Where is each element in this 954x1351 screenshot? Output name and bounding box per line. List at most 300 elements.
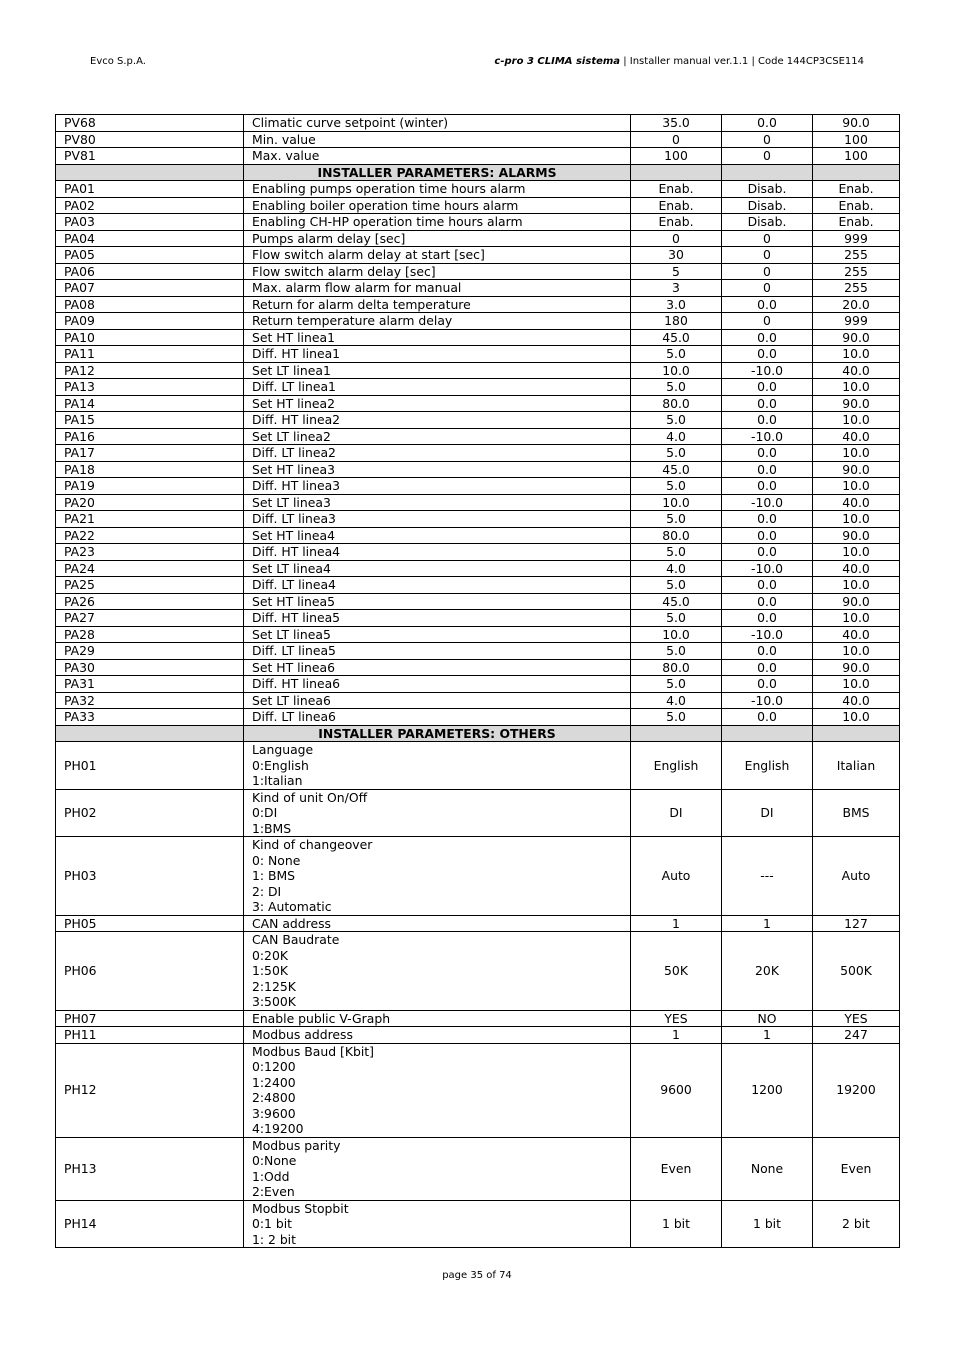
parameter-row (56, 494, 900, 511)
parameter-code: PA13 (56, 379, 244, 396)
parameter-code: PH03 (56, 837, 244, 916)
parameter-row (56, 1010, 900, 1027)
parameter-max-value: Enab. (813, 181, 900, 198)
parameter-code: PA09 (56, 313, 244, 330)
description-line: Set HT linea2 (252, 395, 335, 411)
parameter-default-value: 5.0 (631, 544, 722, 561)
section-header-row (56, 725, 900, 742)
parameter-description (244, 181, 631, 198)
parameter-description (244, 1043, 631, 1137)
parameter-max-value: 40.0 (813, 626, 900, 643)
parameter-row (56, 577, 900, 594)
description-line: 0:English (252, 757, 309, 773)
parameter-description (244, 412, 631, 429)
parameter-code: PA28 (56, 626, 244, 643)
parameter-default-value: 100 (631, 148, 722, 165)
parameter-default-value: 4.0 (631, 428, 722, 445)
parameter-default-value: 5.0 (631, 478, 722, 495)
description-line: Modbus parity (252, 1137, 341, 1153)
parameter-code: PA20 (56, 494, 244, 511)
parameter-code: PA19 (56, 478, 244, 495)
parameter-min-value: NO (722, 1010, 813, 1027)
parameter-min-value: 0.0 (722, 445, 813, 462)
description-line: Pumps alarm delay [sec] (252, 230, 406, 246)
parameter-description (244, 626, 631, 643)
parameter-max-value: 40.0 (813, 692, 900, 709)
parameter-default-value: 5.0 (631, 445, 722, 462)
parameter-description (244, 329, 631, 346)
parameter-min-value: 0.0 (722, 544, 813, 561)
section-empty-cell (813, 725, 900, 742)
parameter-code: PA25 (56, 577, 244, 594)
parameter-min-value: 0.0 (722, 478, 813, 495)
parameter-row (56, 428, 900, 445)
parameter-code: PH07 (56, 1010, 244, 1027)
parameter-description (244, 610, 631, 627)
description-line: Enabling pumps operation time hours alarm (252, 181, 526, 196)
parameter-default-value: 9600 (631, 1043, 722, 1137)
section-code-cell (56, 725, 244, 742)
parameter-default-value: 1 (631, 1027, 722, 1044)
parameter-row (56, 932, 900, 1011)
parameter-max-value: Even (813, 1137, 900, 1200)
parameter-code: PA01 (56, 181, 244, 198)
section-code-cell (56, 164, 244, 181)
parameter-max-value: 255 (813, 263, 900, 280)
parameter-max-value: 255 (813, 280, 900, 297)
parameter-row (56, 626, 900, 643)
section-empty-cell (631, 164, 722, 181)
parameter-min-value: -10.0 (722, 692, 813, 709)
header-document-info (494, 56, 864, 67)
parameter-row (56, 610, 900, 627)
parameter-row (56, 280, 900, 297)
parameter-min-value: Disab. (722, 214, 813, 231)
description-line: Diff. HT linea2 (252, 412, 341, 427)
parameter-code: PH12 (56, 1043, 244, 1137)
parameter-code: PH02 (56, 789, 244, 837)
parameter-row (56, 789, 900, 837)
description-line: Diff. HT linea6 (252, 676, 341, 691)
parameter-default-value: 0 (631, 131, 722, 148)
parameter-min-value: 0 (722, 230, 813, 247)
parameter-default-value: 80.0 (631, 659, 722, 676)
parameter-default-value: 10.0 (631, 626, 722, 643)
parameter-default-value: 30 (631, 247, 722, 264)
description-line: Return temperature alarm delay (252, 313, 453, 328)
parameter-description (244, 527, 631, 544)
section-title: INSTALLER PARAMETERS: OTHERS (244, 725, 631, 742)
description-line: 2: DI (252, 883, 282, 899)
parameter-max-value: Italian (813, 742, 900, 790)
description-line: 3:500K (252, 994, 296, 1009)
parameter-max-value: 20.0 (813, 296, 900, 313)
parameter-code: PA29 (56, 643, 244, 660)
parameter-code: PA17 (56, 445, 244, 462)
parameter-row (56, 197, 900, 214)
parameter-code: PA06 (56, 263, 244, 280)
parameter-max-value: Enab. (813, 214, 900, 231)
parameter-description (244, 577, 631, 594)
parameter-default-value: 5.0 (631, 709, 722, 726)
description-line: Kind of changeover (252, 837, 373, 852)
parameter-description (244, 478, 631, 495)
parameter-row (56, 544, 900, 561)
parameter-min-value: 0.0 (722, 346, 813, 363)
parameter-max-value: 10.0 (813, 379, 900, 396)
description-line: 0:1200 (252, 1059, 296, 1074)
parameter-row (56, 593, 900, 610)
parameter-row (56, 527, 900, 544)
parameter-min-value: -10.0 (722, 560, 813, 577)
parameter-max-value: 90.0 (813, 115, 900, 132)
description-line: Language (252, 742, 314, 757)
parameter-row (56, 1200, 900, 1248)
parameter-description (244, 1137, 631, 1200)
parameter-max-value: 90.0 (813, 395, 900, 412)
parameter-code: PA14 (56, 395, 244, 412)
parameter-min-value: -10.0 (722, 626, 813, 643)
parameter-code: PA26 (56, 593, 244, 610)
parameter-min-value: DI (722, 789, 813, 837)
description-line: 2:4800 (252, 1090, 296, 1105)
parameter-row (56, 247, 900, 264)
parameter-code: PA02 (56, 197, 244, 214)
parameter-max-value: 500K (813, 932, 900, 1011)
parameter-description (244, 379, 631, 396)
parameter-max-value: 40.0 (813, 428, 900, 445)
parameter-max-value: 10.0 (813, 544, 900, 561)
description-line: Set LT linea6 (252, 692, 331, 708)
parameter-max-value: 10.0 (813, 445, 900, 462)
description-line: Diff. LT linea6 (252, 709, 336, 724)
parameter-min-value: 0 (722, 247, 813, 264)
parameter-min-value: 0.0 (722, 577, 813, 594)
parameter-code: PA04 (56, 230, 244, 247)
section-empty-cell (722, 725, 813, 742)
description-line: Diff. LT linea3 (252, 511, 336, 526)
parameter-max-value: 255 (813, 247, 900, 264)
parameter-max-value: 10.0 (813, 709, 900, 726)
parameter-row (56, 115, 900, 132)
parameter-code: PA24 (56, 560, 244, 577)
description-line: Diff. LT linea5 (252, 643, 336, 658)
parameter-max-value: YES (813, 1010, 900, 1027)
parameter-row (56, 379, 900, 396)
parameter-min-value: 0 (722, 131, 813, 148)
parameter-row (56, 214, 900, 231)
parameter-row (56, 709, 900, 726)
parameter-description (244, 915, 631, 932)
parameter-min-value: None (722, 1137, 813, 1200)
parameter-max-value: 90.0 (813, 593, 900, 610)
parameter-code: PA07 (56, 280, 244, 297)
parameter-description (244, 346, 631, 363)
parameter-description (244, 1027, 631, 1044)
parameter-min-value: 0.0 (722, 296, 813, 313)
parameter-row (56, 1043, 900, 1137)
section-empty-cell (813, 164, 900, 181)
description-line: 1: 2 bit (252, 1231, 296, 1247)
parameter-row (56, 263, 900, 280)
parameter-code: PA08 (56, 296, 244, 313)
parameter-description (244, 197, 631, 214)
parameter-max-value: 10.0 (813, 412, 900, 429)
parameter-description (244, 247, 631, 264)
description-line: Set LT linea3 (252, 494, 331, 510)
parameter-min-value: 0.0 (722, 329, 813, 346)
parameter-description (244, 837, 631, 916)
description-line: 1:BMS (252, 820, 292, 836)
description-line: Flow switch alarm delay at start [sec] (252, 247, 485, 262)
parameter-min-value: 1 bit (722, 1200, 813, 1248)
parameter-max-value: 40.0 (813, 494, 900, 511)
parameter-default-value: 0 (631, 230, 722, 247)
parameter-code: PH05 (56, 915, 244, 932)
parameter-default-value: 5 (631, 263, 722, 280)
parameter-max-value: 90.0 (813, 329, 900, 346)
parameter-code: PA27 (56, 610, 244, 627)
parameter-description (244, 1200, 631, 1248)
parameter-max-value: 19200 (813, 1043, 900, 1137)
description-line: 2:Even (252, 1184, 295, 1199)
parameter-code: PA23 (56, 544, 244, 561)
parameter-code: PV68 (56, 115, 244, 132)
parameter-code: PA05 (56, 247, 244, 264)
description-line: 1:Odd (252, 1168, 290, 1184)
parameter-code: PA33 (56, 709, 244, 726)
parameter-description (244, 263, 631, 280)
parameter-default-value: 4.0 (631, 692, 722, 709)
parameter-max-value: 90.0 (813, 527, 900, 544)
parameter-min-value: -10.0 (722, 362, 813, 379)
parameter-description (244, 789, 631, 837)
parameter-default-value: Auto (631, 837, 722, 916)
parameter-description (244, 445, 631, 462)
parameter-min-value: 20K (722, 932, 813, 1011)
description-line: 2:125K (252, 978, 296, 994)
parameter-max-value: 10.0 (813, 346, 900, 363)
parameter-default-value: 3.0 (631, 296, 722, 313)
parameter-max-value: 10.0 (813, 610, 900, 627)
parameter-default-value: 4.0 (631, 560, 722, 577)
parameter-row (56, 131, 900, 148)
parameter-row (56, 148, 900, 165)
parameter-max-value: 90.0 (813, 461, 900, 478)
header-manual-info: | Installer manual ver.1.1 | Code 144CP3CSE114 (620, 56, 864, 67)
section-title: INSTALLER PARAMETERS: ALARMS (244, 164, 631, 181)
parameter-min-value: Disab. (722, 181, 813, 198)
parameter-description (244, 676, 631, 693)
description-line: 3:9600 (252, 1105, 296, 1121)
parameter-default-value: 5.0 (631, 412, 722, 429)
parameter-max-value: 10.0 (813, 643, 900, 660)
parameter-default-value: 80.0 (631, 395, 722, 412)
parameter-max-value: 100 (813, 148, 900, 165)
parameter-default-value: 45.0 (631, 461, 722, 478)
parameter-code: PA10 (56, 329, 244, 346)
description-line: Set LT linea4 (252, 560, 331, 576)
parameter-description (244, 643, 631, 660)
parameter-max-value: 10.0 (813, 478, 900, 495)
description-line: 1: BMS (252, 868, 296, 883)
description-line: Set HT linea1 (252, 329, 335, 345)
description-line: Set HT linea5 (252, 593, 335, 609)
parameter-row (56, 1027, 900, 1044)
parameter-min-value: 0.0 (722, 659, 813, 676)
parameter-default-value: 1 (631, 915, 722, 932)
parameter-min-value: 1 (722, 1027, 813, 1044)
parameter-default-value: 35.0 (631, 115, 722, 132)
parameter-min-value: 0 (722, 148, 813, 165)
parameter-default-value: YES (631, 1010, 722, 1027)
description-line: Modbus address (252, 1027, 353, 1042)
parameter-default-value: 3 (631, 280, 722, 297)
parameter-row (56, 643, 900, 660)
parameter-default-value: Enab. (631, 214, 722, 231)
parameter-description (244, 313, 631, 330)
parameter-default-value: Enab. (631, 197, 722, 214)
parameter-row (56, 560, 900, 577)
parameter-default-value: 5.0 (631, 379, 722, 396)
description-line: 0: None (252, 852, 301, 868)
parameter-min-value: 0 (722, 263, 813, 280)
parameter-description (244, 932, 631, 1011)
parameter-row (56, 676, 900, 693)
description-line: Diff. HT linea3 (252, 478, 341, 493)
parameter-description (244, 461, 631, 478)
parameter-min-value: 0.0 (722, 461, 813, 478)
parameter-description (244, 395, 631, 412)
parameter-row (56, 461, 900, 478)
description-line: Enabling boiler operation time hours alarm (252, 197, 519, 213)
parameters-table-body (56, 115, 900, 1248)
parameter-max-value: 40.0 (813, 362, 900, 379)
parameter-min-value: English (722, 742, 813, 790)
description-line: Diff. HT linea5 (252, 610, 341, 625)
parameter-code: PA11 (56, 346, 244, 363)
description-line: Diff. LT linea4 (252, 577, 336, 592)
parameter-min-value: 0.0 (722, 676, 813, 693)
section-empty-cell (631, 725, 722, 742)
parameter-description (244, 1010, 631, 1027)
description-line: Modbus Baud [Kbit] (252, 1043, 374, 1059)
parameter-code: PA32 (56, 692, 244, 709)
parameter-min-value: 1 (722, 915, 813, 932)
parameter-default-value: 5.0 (631, 511, 722, 528)
description-line: Min. value (252, 131, 316, 147)
parameter-max-value: 999 (813, 313, 900, 330)
parameter-min-value: --- (722, 837, 813, 916)
parameter-code: PV81 (56, 148, 244, 165)
parameter-default-value: 50K (631, 932, 722, 1011)
parameter-default-value: 45.0 (631, 329, 722, 346)
parameter-row (56, 230, 900, 247)
parameter-description (244, 709, 631, 726)
parameter-row (56, 478, 900, 495)
description-line: Return for alarm delta temperature (252, 296, 471, 312)
description-line: Set LT linea2 (252, 428, 331, 444)
parameter-row (56, 296, 900, 313)
description-line: 0:20K (252, 947, 288, 963)
parameter-row (56, 445, 900, 462)
parameter-row (56, 837, 900, 916)
parameter-description (244, 742, 631, 790)
parameter-min-value: 0.0 (722, 527, 813, 544)
parameter-max-value: 10.0 (813, 676, 900, 693)
parameter-row (56, 511, 900, 528)
parameter-description (244, 511, 631, 528)
description-line: Kind of unit On/Off (252, 789, 368, 805)
description-line: Modbus Stopbit (252, 1200, 349, 1216)
parameter-min-value: 0.0 (722, 709, 813, 726)
parameter-min-value: Disab. (722, 197, 813, 214)
parameter-min-value: 0.0 (722, 395, 813, 412)
parameter-max-value: BMS (813, 789, 900, 837)
parameter-max-value: Enab. (813, 197, 900, 214)
header-company: Evco S.p.A. (90, 56, 146, 67)
description-line: Set LT linea5 (252, 626, 331, 642)
description-line: Diff. LT linea1 (252, 379, 336, 394)
parameter-description (244, 544, 631, 561)
description-line: 1:Italian (252, 773, 303, 788)
parameter-min-value: 0.0 (722, 115, 813, 132)
parameter-max-value: 127 (813, 915, 900, 932)
parameter-description (244, 296, 631, 313)
parameter-row (56, 915, 900, 932)
parameter-default-value: 5.0 (631, 346, 722, 363)
description-line: Max. value (252, 148, 320, 163)
description-line: 0:DI (252, 805, 278, 820)
parameter-max-value: 247 (813, 1027, 900, 1044)
parameter-default-value: 45.0 (631, 593, 722, 610)
description-line: Flow switch alarm delay [sec] (252, 263, 436, 279)
parameter-row (56, 742, 900, 790)
parameter-max-value: 40.0 (813, 560, 900, 577)
parameter-default-value: 10.0 (631, 362, 722, 379)
parameter-row (56, 692, 900, 709)
description-line: Set HT linea3 (252, 461, 335, 477)
parameter-code: PA12 (56, 362, 244, 379)
description-line: Set HT linea4 (252, 527, 335, 543)
parameter-description (244, 362, 631, 379)
parameter-max-value: 90.0 (813, 659, 900, 676)
parameter-max-value: 100 (813, 131, 900, 148)
parameter-code: PA16 (56, 428, 244, 445)
parameter-default-value: 5.0 (631, 610, 722, 627)
parameter-min-value: 0.0 (722, 643, 813, 660)
parameter-description (244, 692, 631, 709)
parameter-description (244, 148, 631, 165)
parameter-default-value: 5.0 (631, 676, 722, 693)
parameter-row (56, 412, 900, 429)
parameter-row (56, 313, 900, 330)
parameter-row (56, 395, 900, 412)
parameter-default-value: 5.0 (631, 643, 722, 660)
parameter-max-value: 2 bit (813, 1200, 900, 1248)
parameter-row (56, 181, 900, 198)
parameter-code: PA30 (56, 659, 244, 676)
parameter-code: PH14 (56, 1200, 244, 1248)
parameter-max-value: 999 (813, 230, 900, 247)
parameter-min-value: 0.0 (722, 379, 813, 396)
parameter-description (244, 494, 631, 511)
parameter-default-value: Enab. (631, 181, 722, 198)
parameter-code: PH01 (56, 742, 244, 790)
description-line: 3: Automatic (252, 899, 332, 914)
parameter-min-value: 0.0 (722, 593, 813, 610)
description-line: 0:1 bit (252, 1216, 293, 1231)
